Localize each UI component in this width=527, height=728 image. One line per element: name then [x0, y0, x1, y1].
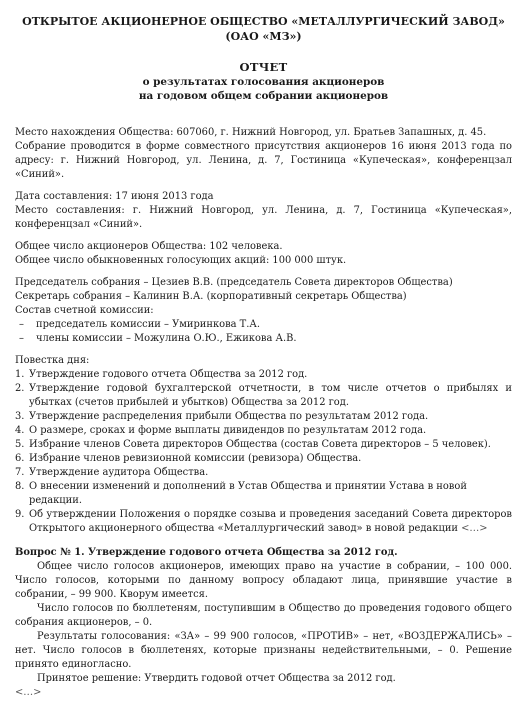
agenda-item-text: Избрание членов ревизионной комиссии (ревизора) Общества.: [29, 453, 362, 464]
agenda-list: [15, 368, 512, 536]
agenda-item-number: 9.: [15, 509, 25, 520]
commission-members: – члены комиссии – Можулина О.Ю., Ежикова А.В.: [15, 332, 512, 346]
company-name: ОТКРЫТОЕ АКЦИОНЕРНОЕ ОБЩЕСТВО «МЕТАЛЛУРГИЧЕСКИЙ ЗАВОД»: [22, 15, 505, 28]
commission-list: [15, 318, 512, 346]
report-subtitle-1: о результатах голосования акционеров: [142, 76, 385, 88]
meeting-secretary: Секретарь собрания – Калинин В.А. (корпоративный секретарь Общества): [15, 291, 407, 302]
agenda-item-text: Избрание членов Совета директоров Общества (состав Совета директоров – 5 человек).: [29, 439, 491, 450]
compile-info: [15, 190, 512, 232]
meeting-chair: Председатель собрания – Цезиев В.В. (председатель Совета директоров Общества): [15, 277, 453, 288]
meeting-form: Собрание проводится в форме совместного присутствия акционеров 16 июня 2013 года по адресу: г. Нижний Новгород, ул. Ленина, д. 7, Гостиница «Купеческая», конференцзал «Синий».: [15, 141, 512, 180]
agenda-item: [15, 382, 512, 410]
company-short-name: (ОАО «МЗ»): [225, 30, 302, 43]
agenda-item-number: 6.: [15, 453, 25, 464]
agenda-heading: Повестка дня:: [15, 355, 90, 366]
agenda-item: [15, 424, 512, 438]
agenda-item-number: 4.: [15, 425, 25, 436]
agenda-item: [15, 368, 512, 382]
agenda-item-number: 2.: [15, 383, 25, 394]
share-info: [15, 240, 512, 268]
agenda-item-number: 7.: [15, 467, 25, 478]
agenda-item-number: 3.: [15, 411, 25, 422]
general-info: [15, 126, 512, 182]
agenda-item-text: Утверждение годового отчета Общества за 2012 год.: [29, 369, 308, 380]
agenda-item-text: Утверждение аудитора Общества.: [29, 467, 209, 478]
agenda-item: [15, 466, 512, 480]
agenda-item: [15, 508, 512, 536]
agenda-item-text: Утверждение распределения прибыли Общества по результатам 2012 года.: [29, 411, 429, 422]
question-1-more: <…>: [15, 687, 42, 698]
agenda-item-text: Об утверждении Положения о порядке созыва и проведения заседаний Совета директоров Открытого акционерного общества «Металлургический завод» в новой редакции: [29, 509, 512, 534]
question-1-quorum: Общее число голосов акционеров, имеющих право на участие в собрании, – 100 000. Число голосов, которыми по данному вопросу обладают лица, принявшие участие в собрании, – 99 900. Кворум имеется.: [15, 561, 512, 600]
meeting-officials: [15, 276, 512, 346]
question-1-decision: Принятое решение: Утвердить годовой отчет Общества за 2012 год.: [37, 673, 396, 684]
agenda-item-number: 5.: [15, 439, 25, 450]
company-location: Место нахождения Общества: 607060, г. Нижний Новгород, ул. Братьев Запашных, д. 45.: [15, 127, 487, 138]
agenda-item-number: 8.: [15, 481, 25, 492]
compile-date: Дата составления: 17 июня 2013 года: [15, 191, 214, 202]
report-subtitle-2: на годовом общем собрании акционеров: [138, 90, 389, 102]
report-title: ОТЧЕТ: [239, 60, 288, 74]
question-1-ballots: Число голосов по бюллетеням, поступившим в Общество до проведения годового общего собрания акционеров, – 0.: [15, 603, 512, 628]
agenda-item: [15, 438, 512, 452]
shareholders-count: Общее число акционеров Общества: 102 человека.: [15, 241, 283, 252]
agenda-item-text: О размере, сроках и форме выплаты дивидендов по результатам 2012 года.: [29, 425, 427, 436]
commission-heading: Состав счетной комиссии:: [15, 305, 154, 316]
commission-chair: – председатель комиссии – Умиринкова Т.А.: [15, 318, 512, 332]
agenda: [15, 354, 512, 536]
agenda-item-text: О внесении изменений и дополнений в Устав Общества и принятии Устава в новой редакции.: [29, 481, 467, 506]
agenda-item: [15, 480, 512, 508]
question-1-results: Результаты голосования: «ЗА» – 99 900 голосов, «ПРОТИВ» – нет, «ВОЗДЕРЖАЛИСЬ» – нет. Число голосов в бюллетенях, которые признаны недействительными, – 0. Решение принято единогласно.: [15, 631, 512, 670]
agenda-more: <…>: [461, 523, 488, 534]
agenda-item-text: Утверждение годовой бухгалтерской отчетности, в том числе отчетов о прибылях и убытках (счетов прибылей и убытков) Общества за 2012 год.: [29, 383, 512, 408]
shares-count: Общее число обыкновенных голосующих акций: 100 000 штук.: [15, 255, 347, 266]
question-1: [15, 546, 512, 700]
agenda-item: [15, 452, 512, 466]
agenda-item-number: 1.: [15, 369, 25, 380]
compile-place: Место составления: г. Нижний Новгород, ул. Ленина, д. 7, Гостиница «Купеческая», конференцзал «Синий».: [15, 205, 512, 230]
agenda-item: [15, 410, 512, 424]
question-1-heading: Вопрос № 1. Утверждение годового отчета Общества за 2012 год.: [15, 547, 398, 558]
